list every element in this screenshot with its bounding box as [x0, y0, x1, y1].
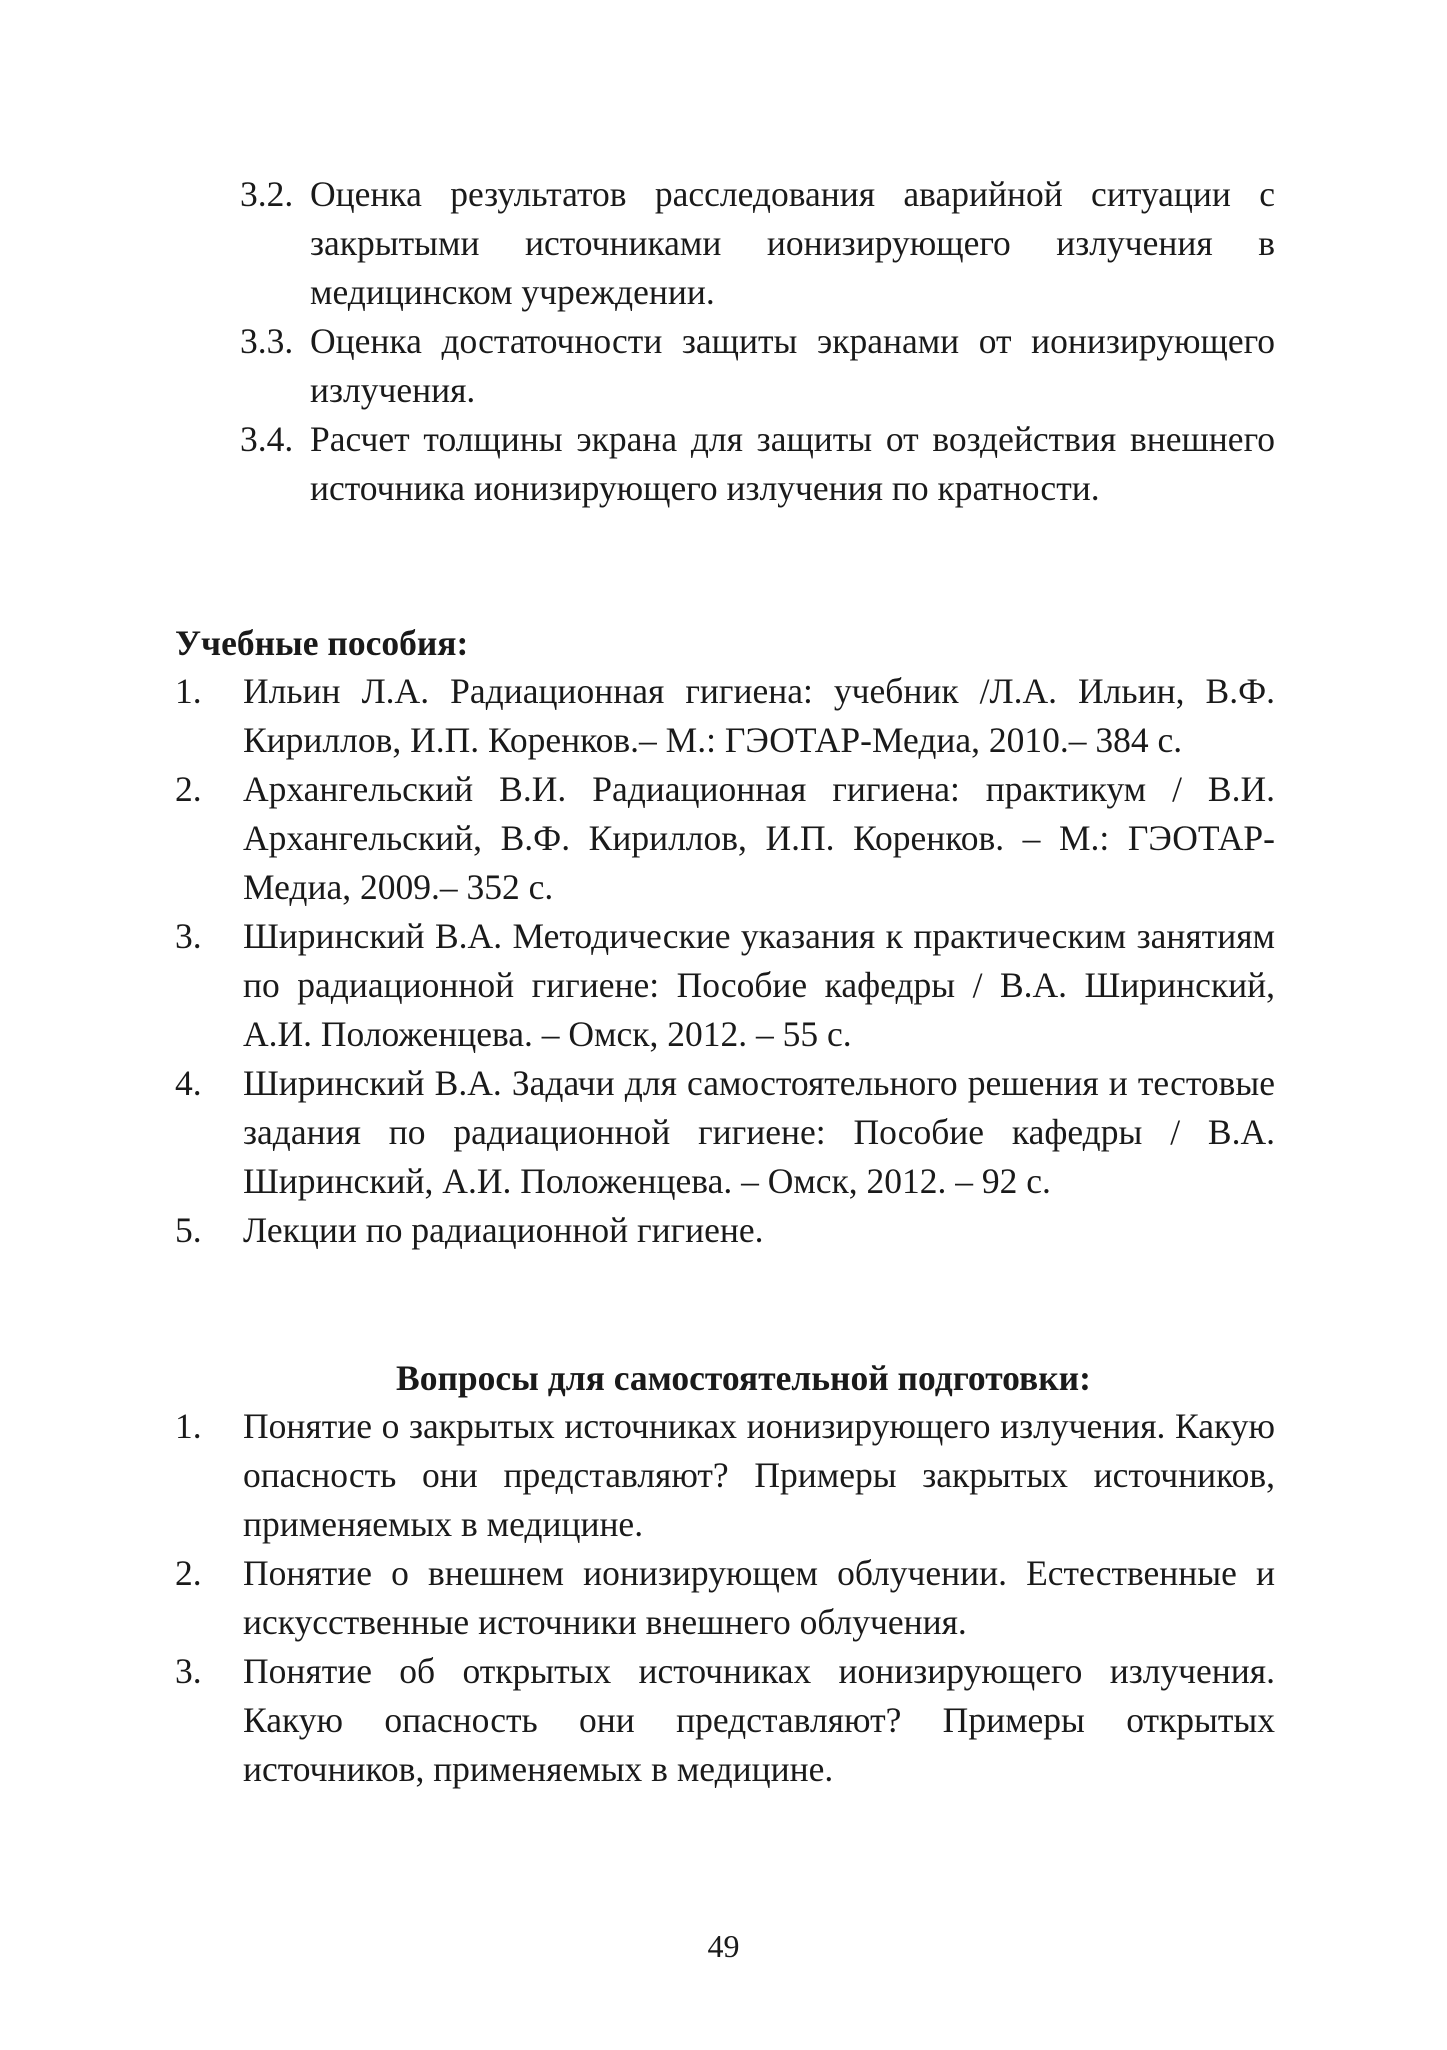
textbook-number: 5.: [175, 1210, 202, 1250]
question-text: Понятие о закрытых источниках ионизирующего излучения. Какую опасность они представляют? Примеры закрытых источников, применяемых в медицине.: [243, 1406, 1275, 1544]
question-item: [175, 1549, 1275, 1647]
question-number: 1.: [175, 1406, 202, 1446]
textbook-text: Архангельский В.И. Радиационная гигиена: практикум / В.И. Архангельский, В.Ф. Кириллов, И.П. Коренков. – М.: ГЭОТАР-Медиа, 2009.– 352 с.: [243, 769, 1275, 907]
subsection-text: Оценка результатов расследования аварийной ситуации с закрытыми источниками ионизирующего излучения в медицинском учреждении.: [310, 174, 1275, 312]
textbook-number: 1.: [175, 671, 202, 711]
question-number: 2.: [175, 1553, 202, 1593]
subsection-text: Расчет толщины экрана для защиты от воздействия внешнего источника ионизирующего излучения по кратности.: [310, 419, 1275, 508]
textbook-text: Ширинский В.А. Методические указания к практическим занятиям по радиационной гигиене: Пособие кафедры / В.А. Ширинский, А.И. Положенцева. – Омск, 2012. – 55 с.: [243, 916, 1275, 1054]
subsection-number: 3.2.: [240, 174, 294, 214]
question-item: [175, 1647, 1275, 1794]
textbook-list: [0, 667, 1447, 1255]
question-number: 3.: [175, 1651, 202, 1691]
question-text: Понятие о внешнем ионизирующем облучении. Естественные и искусственные источники внешнего облучения.: [243, 1553, 1275, 1642]
textbook-text: Ильин Л.А. Радиационная гигиена: учебник /Л.А. Ильин, В.Ф. Кириллов, И.П. Коренков.– М.: ГЭОТАР-Медиа, 2010.– 384 с.: [243, 671, 1275, 760]
page-number: 49: [707, 1928, 740, 1964]
subsection-text: Оценка достаточности защиты экранами от ионизирующего излучения.: [310, 321, 1275, 410]
subsection-item: [240, 415, 1275, 513]
textbook-item: [175, 765, 1275, 912]
textbook-text: Лекции по радиационной гигиене.: [243, 1210, 764, 1250]
subsection-item: [240, 317, 1275, 415]
questions-list: [0, 1402, 1447, 1794]
textbook-item: [175, 1206, 1275, 1255]
textbook-item: [175, 912, 1275, 1059]
textbook-item: [175, 1059, 1275, 1206]
subsection-list: [0, 170, 1447, 513]
textbook-number: 2.: [175, 769, 202, 809]
textbook-item: [175, 667, 1275, 765]
question-text: Понятие об открытых источниках ионизирующего излучения. Какую опасность они представляют? Примеры открытых источников, применяемых в медицине.: [243, 1651, 1275, 1789]
subsection-number: 3.4.: [240, 419, 294, 459]
textbook-number: 4.: [175, 1063, 202, 1103]
subsection-item: [240, 170, 1275, 317]
questions-heading: Вопросы для самостоятельной подготовки:: [396, 1358, 1091, 1398]
subsection-number: 3.3.: [240, 321, 294, 361]
textbook-number: 3.: [175, 916, 202, 956]
textbook-text: Ширинский В.А. Задачи для самостоятельного решения и тестовые задания по радиационной гигиене: Пособие кафедры / В.А. Ширинский, А.И. Положенцева. – Омск, 2012. – 92 с.: [243, 1063, 1275, 1201]
question-item: [175, 1402, 1275, 1549]
textbooks-heading: Учебные пособия:: [175, 623, 469, 663]
